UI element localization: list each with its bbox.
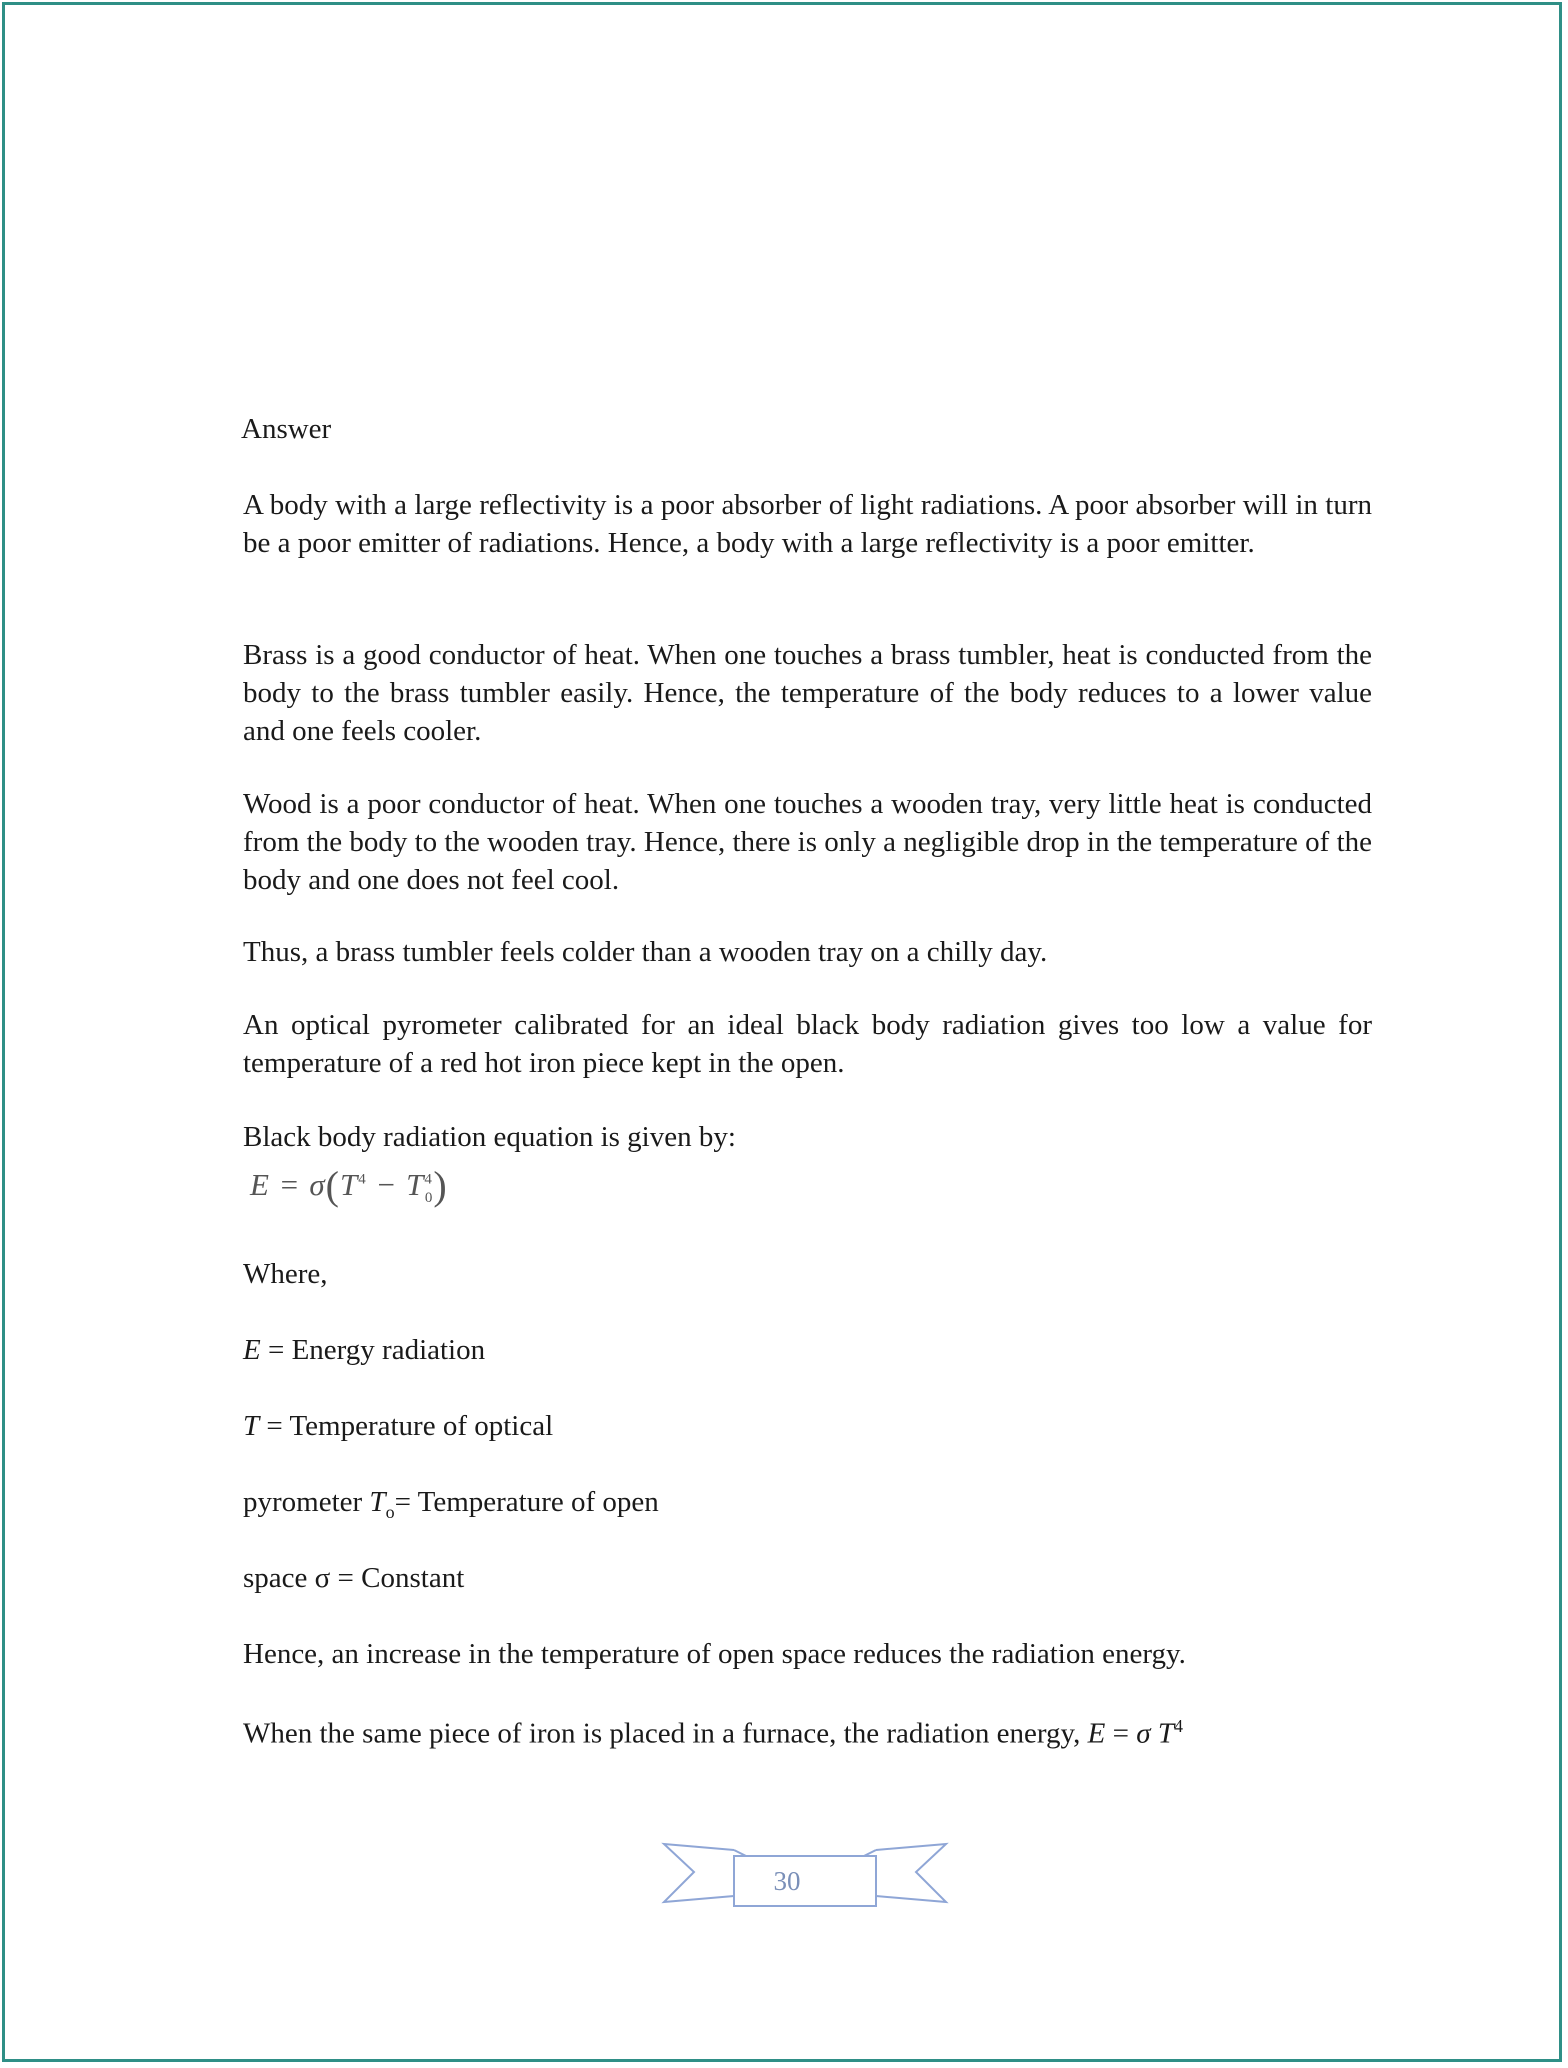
definition-sigma: space σ = Constant [243,1562,465,1594]
definition-energy [243,1334,485,1367]
black-body-equation: $E = \sigma(T^4 - T^4_0)$ [250,1163,448,1208]
symbol-t: T [243,1410,260,1442]
equation-t-exponent: 4 [358,1171,367,1188]
equation-t: T [339,1167,359,1202]
equation-t0: T [406,1167,425,1202]
equation-minus: − [366,1167,407,1202]
paragraph-wood: Wood is a poor conductor of heat. When one touches a wooden tray, very little heat is conducted from the body to the wooden tray. Hence, there is only a negligible drop in the temperature of the body and one does not feel cool. [243,788,1372,896]
paragraph-brass: Brass is a good conductor of heat. When one touches a brass tumbler, heat is conducted from the body to the brass tumbler easily. Hence, the temperature of the body reduces to a lower value and one feels cooler. [243,639,1372,747]
symbol-t0: T [369,1486,386,1518]
definition-open-temperature [243,1486,659,1523]
equation-t0-exponent: 4 [424,1171,433,1188]
definition-energy-text: = Energy radiation [260,1334,486,1366]
paragraph-open-space: Hence, an increase in the temperature of open space reduces the radiation energy. [243,1638,1186,1670]
ribbon-right-tail [876,1844,946,1902]
definition-open-temperature-text: = Temperature of open [394,1486,659,1518]
ribbon-left-tail [664,1844,734,1902]
paragraph-reflectivity: A body with a large reflectivity is a poor absorber of light radiations. A poor absorber will in turn be a poor emitter of radiations. Hence, a body with a large reflectivity is a poor emitter. [243,489,1372,559]
furnace-e: E [1087,1717,1106,1750]
furnace-t: T [1150,1717,1174,1750]
furnace-eq: = [1105,1717,1137,1750]
furnace-exponent: 4 [1173,1716,1183,1736]
paragraph-furnace [243,1716,1183,1751]
symbol-e: E [243,1334,261,1366]
furnace-sigma: σ [1136,1717,1151,1750]
paragraph-equation-intro: Black body radiation equation is given by: [243,1121,736,1153]
furnace-text: When the same piece of iron is placed in a furnace, the radiation energy, [243,1717,1088,1750]
where-label: Where, [243,1258,328,1290]
definition-temperature-text: = Temperature of optical [259,1410,554,1442]
equation-lhs: E = σ [250,1167,326,1202]
equation-t0-subscript: 0 [424,1190,434,1207]
page-number: 30 [773,1866,801,1896]
symbol-t0-subscript: o [385,1501,395,1522]
pyrometer-prefix: pyrometer [243,1486,370,1518]
answer-heading: Answer [241,413,332,445]
paragraph-pyrometer: An optical pyrometer calibrated for an ideal black body radiation gives too low a value for temperature of a red hot iron piece kept in the open. [243,1009,1372,1079]
definition-temperature [243,1410,553,1443]
paragraph-conclusion-tumbler: Thus, a brass tumbler feels colder than a wooden tray on a chilly day. [243,936,1048,968]
